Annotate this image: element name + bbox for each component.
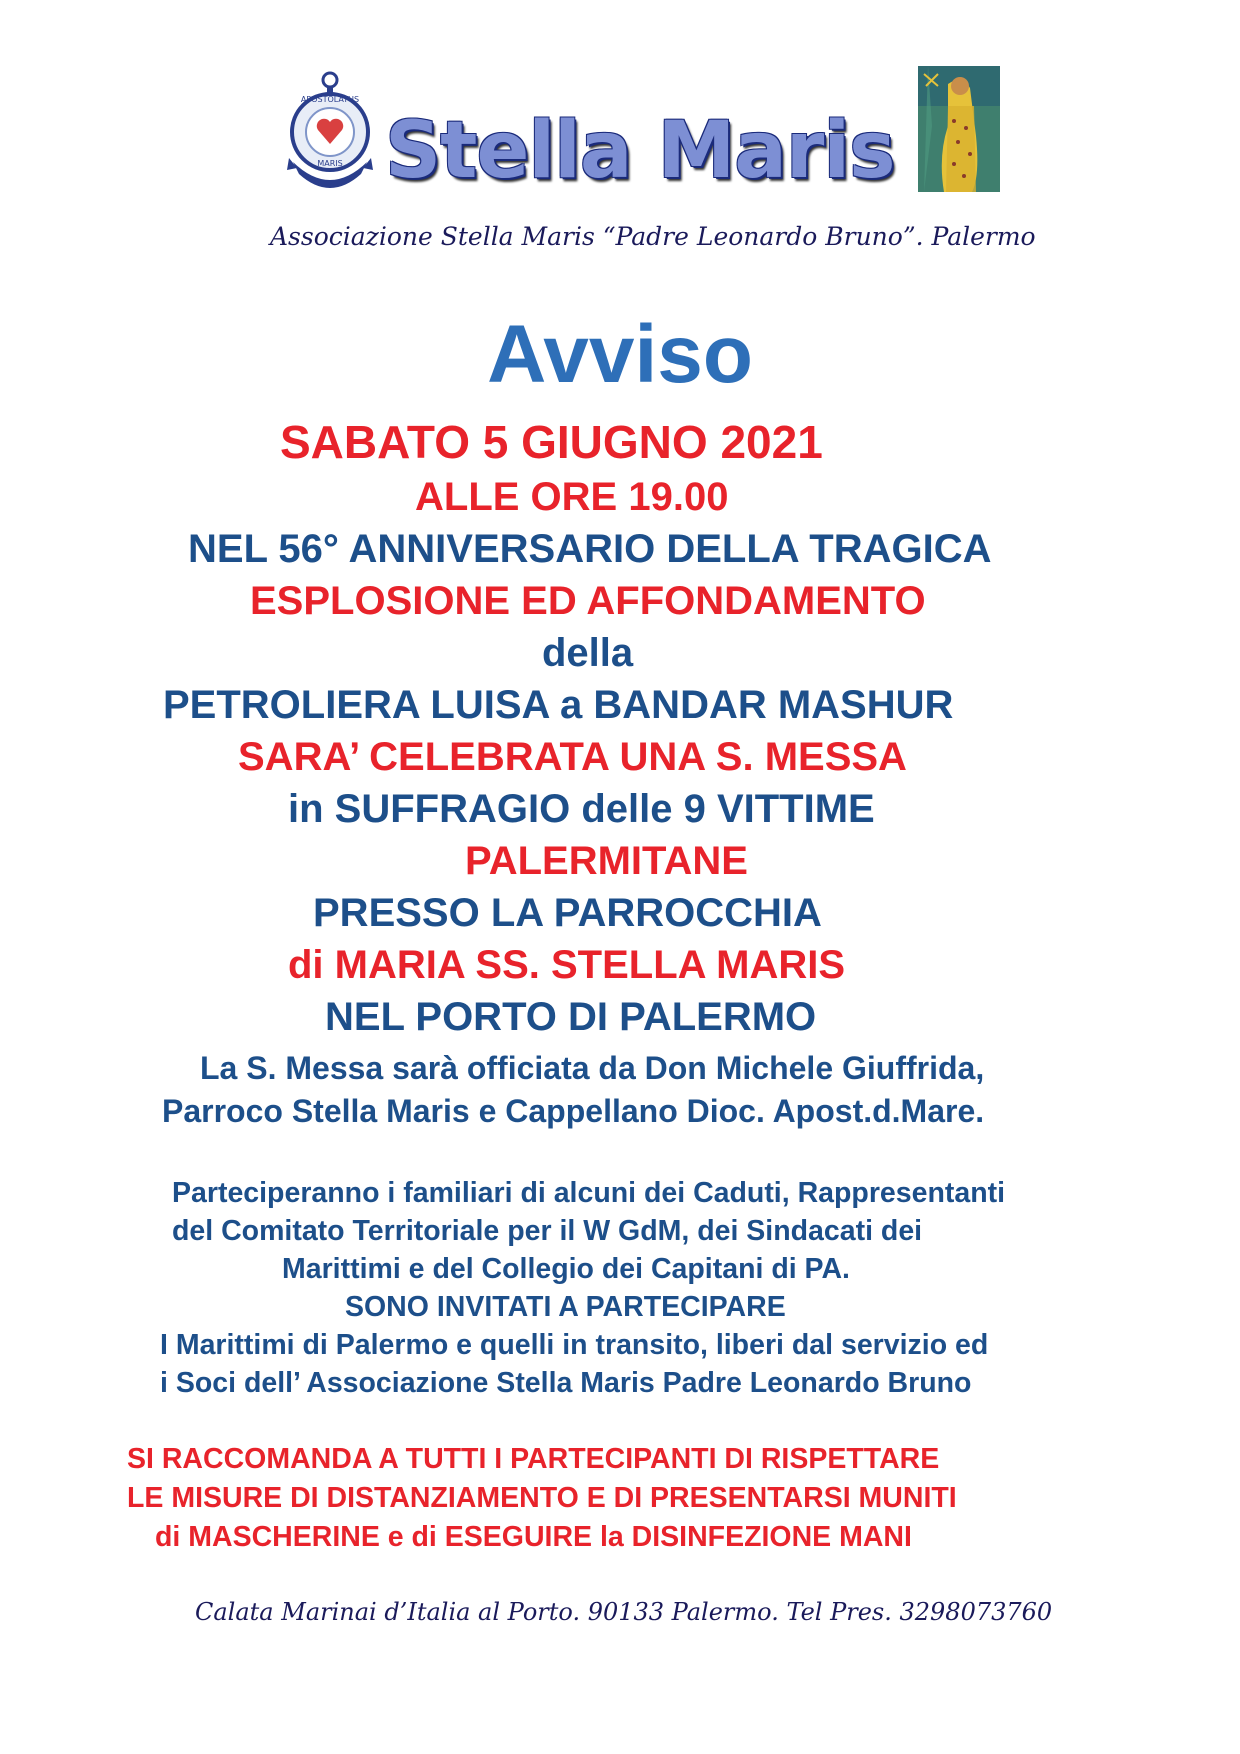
notice-presso: PRESSO LA PARROCCHIA <box>313 891 822 935</box>
warning-line-3: di MASCHERINE e di ESEGUIRE la DISINFEZIONE MANI <box>155 1521 912 1553</box>
madonna-painting-image <box>918 66 1000 192</box>
warning-line-2: LE MISURE DI DISTANZIAMENTO E DI PRESENTARSI MUNITI <box>127 1482 957 1514</box>
participants-line-1: Parteciperanno i familiari di alcuni dei Caduti, Rappresentanti <box>172 1177 1006 1209</box>
notice-victims: PALERMITANE <box>465 839 748 883</box>
emblem-text-bottom: MARIS <box>317 159 343 168</box>
notice-date: SABATO 5 GIUGNO 2021 <box>280 416 823 468</box>
association-subtitle: Associazione Stella Maris “Padre Leonardo Bruno”. Palermo <box>270 222 1036 251</box>
participants-line-5: I Marittimi di Palermo e quelli in transito, liberi dal servizio ed <box>160 1329 989 1361</box>
notice-port: NEL PORTO DI PALERMO <box>325 995 817 1039</box>
brand-title: Stella Maris <box>385 106 895 196</box>
notice-parish: di MARIA SS. STELLA MARIS <box>288 943 846 987</box>
apostolatus-maris-emblem <box>285 70 375 195</box>
notice-officiant-1: La S. Messa sarà officiata da Don Michele Giuffrida, <box>200 1050 985 1086</box>
notice-title: Avviso <box>487 309 753 400</box>
notice-ship: PETROLIERA LUISA a BANDAR MASHUR <box>163 683 954 727</box>
notice-anniversary: NEL 56° ANNIVERSARIO DELLA TRAGICA <box>188 527 992 571</box>
participants-line-3: Marittimi e del Collegio dei Capitani di PA. <box>282 1253 850 1285</box>
notice-time: ALLE ORE 19.00 <box>415 475 729 519</box>
warning-line-1: SI RACCOMANDA A TUTTI I PARTECIPANTI DI RISPETTARE <box>127 1443 940 1475</box>
notice-mass: SARA’ CELEBRATA UNA S. MESSA <box>238 735 907 779</box>
participants-line-4: SONO INVITATI A PARTECIPARE <box>345 1291 786 1323</box>
emblem-text-top: APOSTOLATUS <box>300 95 360 104</box>
participants-line-2: del Comitato Territoriale per il W GdM, dei Sindacati dei <box>172 1215 923 1247</box>
footer-address: Calata Marinai d’Italia al Porto. 90133 Palermo. Tel Pres. 3298073760 <box>195 1598 1053 1626</box>
header <box>285 70 1005 205</box>
notice-event: ESPLOSIONE ED AFFONDAMENTO <box>250 579 926 623</box>
notice-della: della <box>542 631 634 675</box>
notice-suffrage: in SUFFRAGIO delle 9 VITTIME <box>288 787 875 831</box>
participants-line-6: i Soci dell’ Associazione Stella Maris Padre Leonardo Bruno <box>160 1367 972 1399</box>
notice-officiant-2: Parroco Stella Maris e Cappellano Dioc. Apost.d.Mare. <box>162 1093 985 1129</box>
